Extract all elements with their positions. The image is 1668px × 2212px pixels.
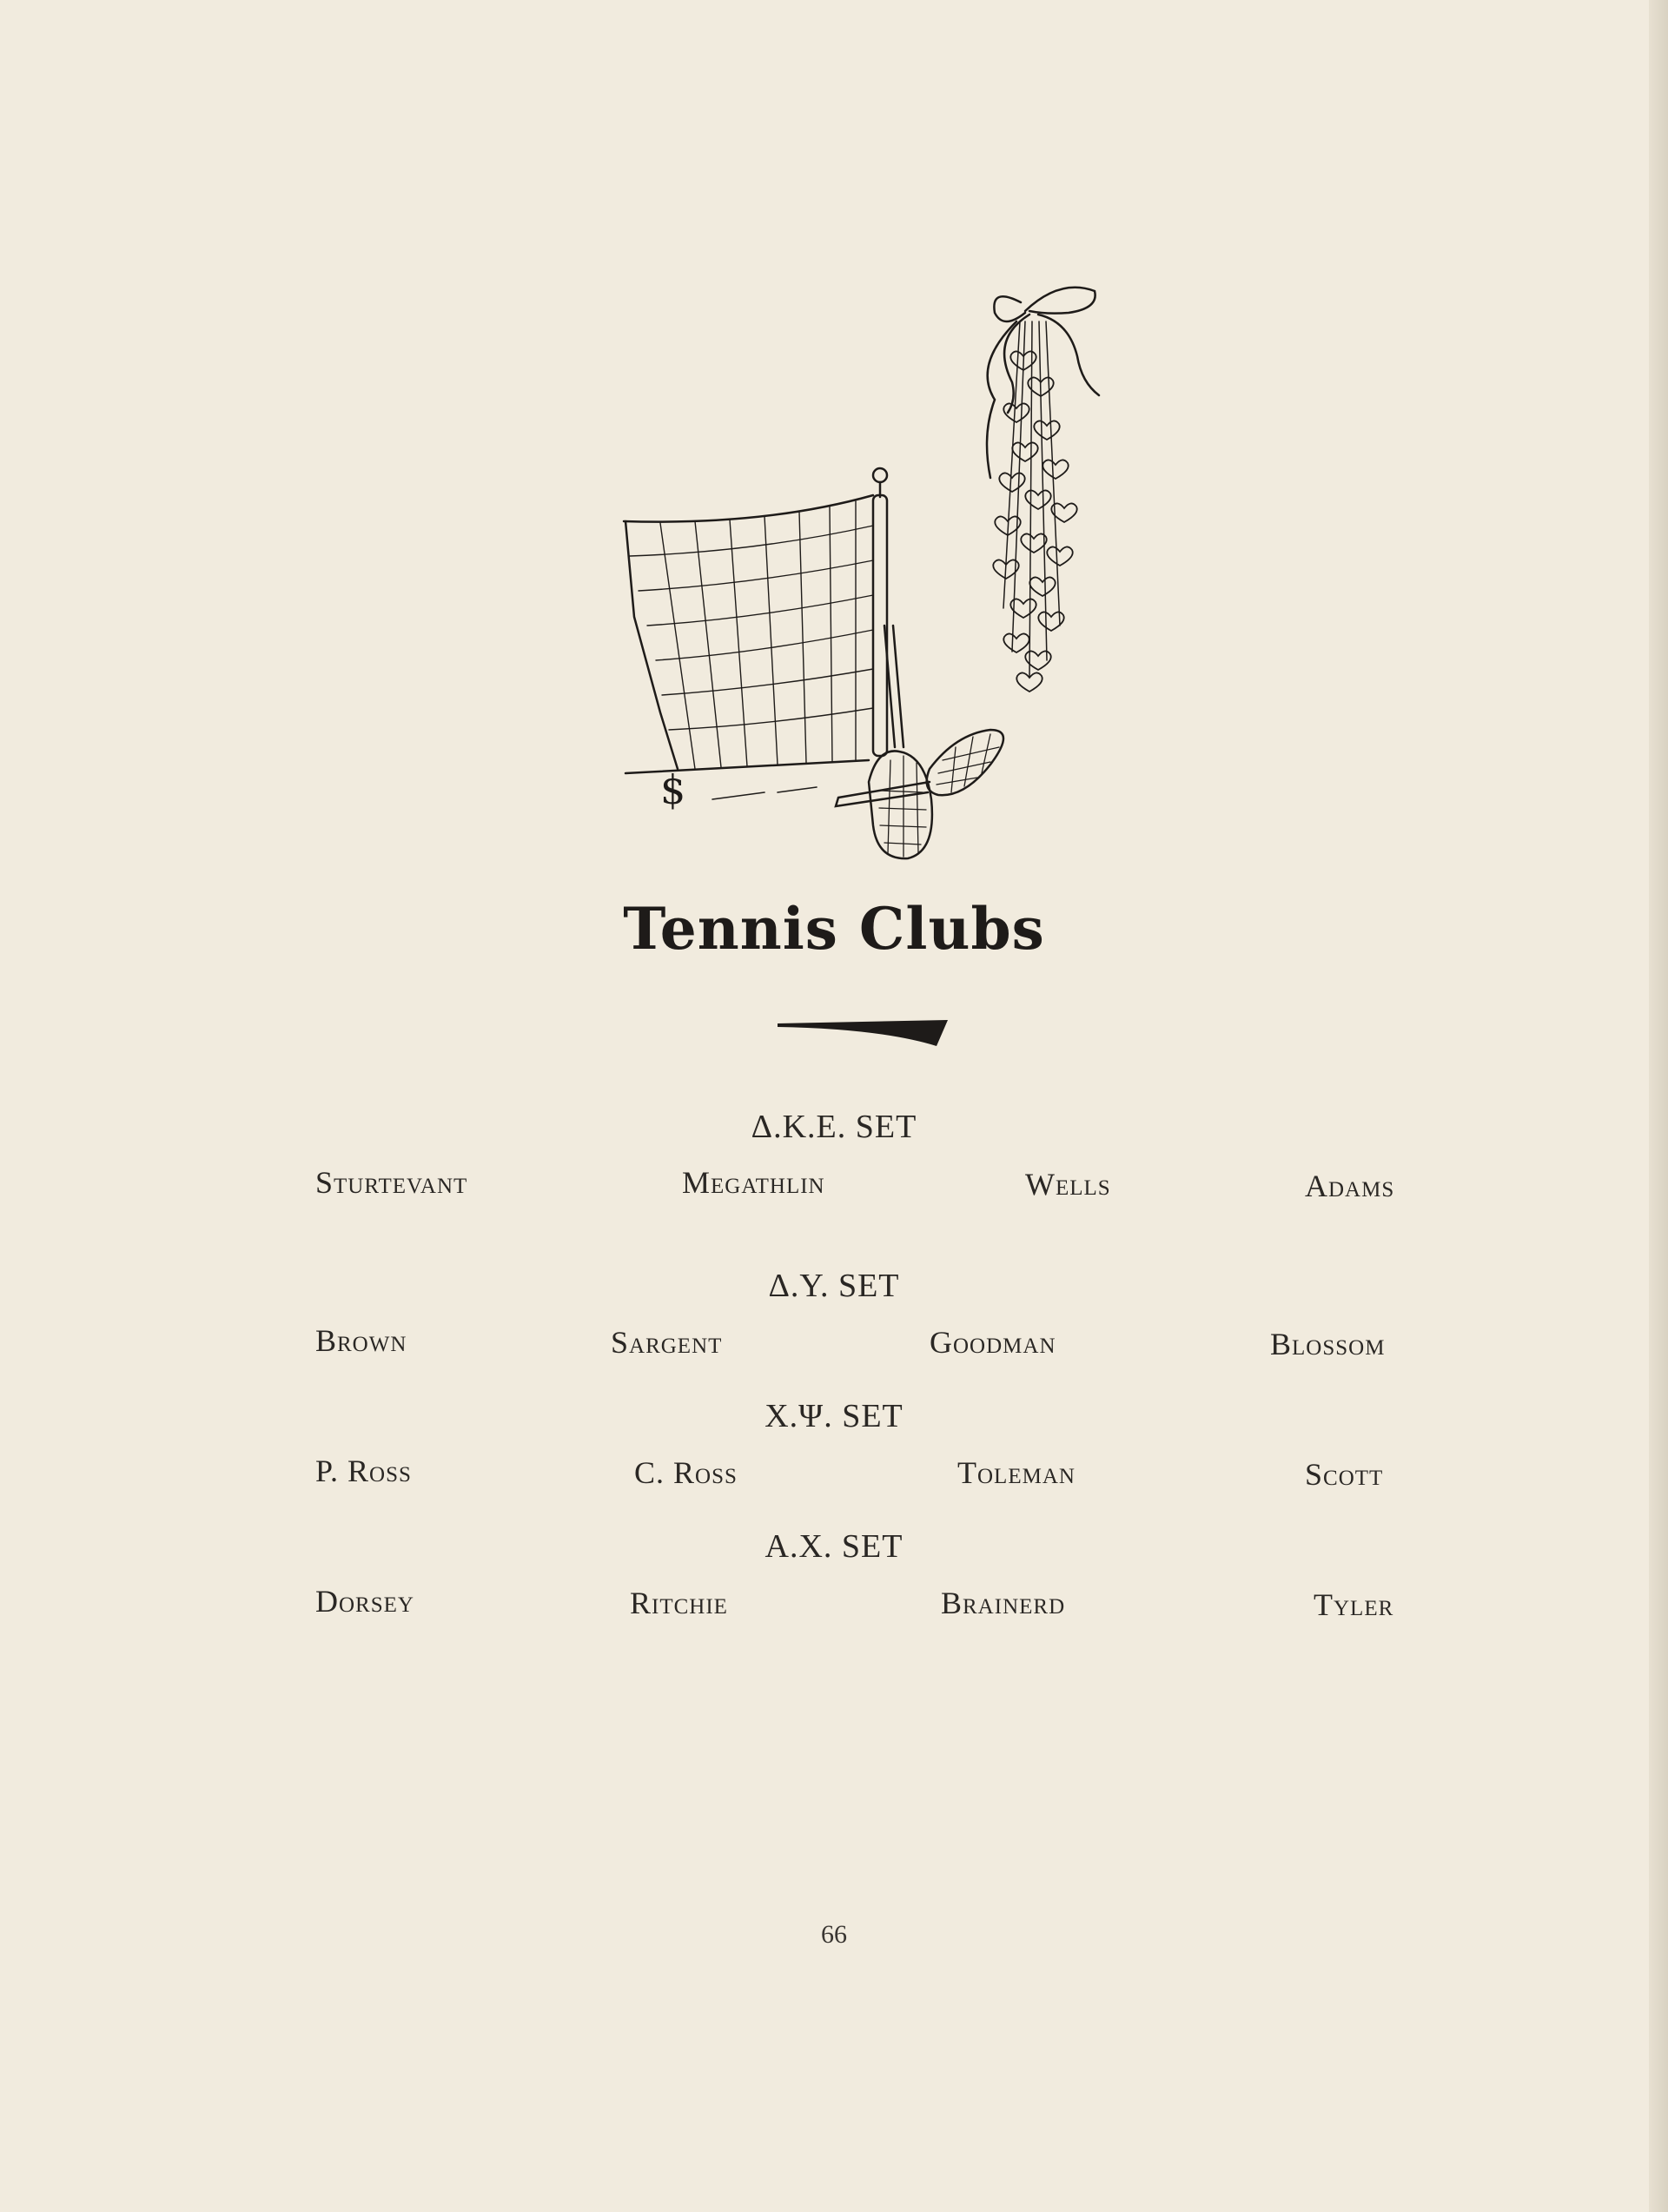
set-heading-xpsi: X.Ψ. SET [764,1398,904,1434]
member-name: Blossom [1270,1327,1386,1361]
member-name: Wells [1025,1167,1111,1202]
member-name: Brown [315,1323,407,1358]
member-name: Dorsey [315,1584,414,1619]
member-name: Goodman [930,1325,1056,1360]
page-title: Tennis Clubs [623,895,1045,963]
member-name: Sturtevant [315,1165,468,1200]
member-name: Sargent [611,1325,723,1360]
member-name: Tyler [1314,1587,1394,1622]
set-heading-dy: Δ.Y. SET [768,1268,900,1304]
ribbon-hearts-icon [987,288,1099,678]
tennis-illustration [608,261,1129,869]
member-name: Adams [1305,1169,1395,1203]
set-heading-dke: Δ.K.E. SET [751,1109,917,1145]
member-name: C. Ross [634,1455,738,1490]
tennis-net-icon [624,468,887,799]
member-name: Ritchie [630,1586,728,1620]
monogram-icon: $ [660,766,686,813]
member-name: Brainerd [941,1586,1066,1620]
page-edge [1649,0,1668,2212]
member-name: Megathlin [682,1165,825,1200]
member-name: P. Ross [315,1454,412,1488]
set-heading-ax: A.X. SET [764,1528,904,1565]
member-name: Toleman [957,1455,1076,1490]
tennis-racket-icon [836,626,1003,858]
member-name: Scott [1305,1457,1384,1492]
page-number: 66 [821,1920,847,1949]
title-swash-ornament [776,1017,950,1048]
